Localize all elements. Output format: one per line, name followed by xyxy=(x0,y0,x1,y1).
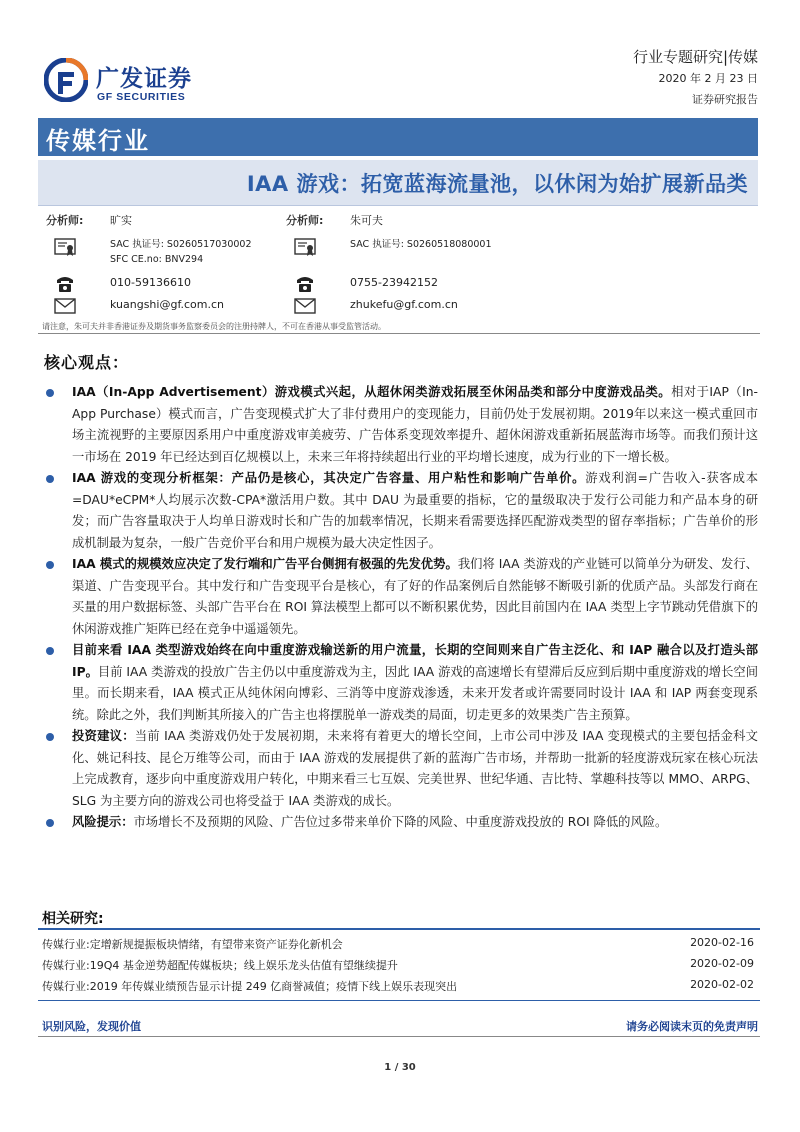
analyst-name: 朱可夫 xyxy=(350,214,383,227)
bullet-dot-icon xyxy=(46,733,54,741)
related-research-item[interactable] xyxy=(42,955,754,976)
bullet-lead: 目前来看 IAA 类型游戏始终在向中重度游戏输送新的用户流量，长期的空间则来自广告主泛化、和 IAP 融合以及打造头部 IP。 xyxy=(72,643,758,679)
phone-icon xyxy=(54,274,76,294)
report-date: 2020 年 2 月 23 日 xyxy=(658,72,758,85)
bullet-lead: IAA（In-App Advertisement）游戏模式兴起，从超休闲类游戏拓展至休闲品类和部分中度游戏品类。 xyxy=(72,385,672,399)
analyst-sac-number: SAC 执证号: S0260517030002 xyxy=(110,239,252,250)
gf-securities-logo xyxy=(44,58,214,108)
certificate-icon xyxy=(54,238,76,258)
list-item xyxy=(44,640,758,726)
bullet-dot-icon xyxy=(46,475,54,483)
bullet-text: 当前 IAA 类游戏仍处于发展初期，未来将有着更大的增长空间，上市公司中涉及 IAA 变现模式的主要包括金科文化、姚记科技、昆仑万维等公司，而由于 IAA 游戏的发展提供了新的蓝海广告市场，并帮助一批新的轻度游戏玩家在核心玩法上完成教育，逐步向中重度游戏用户转化，中期来看三七互娱、完美世界、世纪华通、吉比特、掌趣科技等以 MMO、ARPG、SLG 为主要方向的游戏公司也将受益于 IAA 类游戏的成长。 xyxy=(72,729,758,808)
analyst-sac-number: SAC 执证号: S0260518080001 xyxy=(350,239,492,250)
regulatory-notice: 请注意，朱可夫并非香港证券及期货事务监察委员会的注册持牌人，不可在香港从事受监管活动。 xyxy=(42,322,386,331)
gf-logo-mark-icon xyxy=(44,58,88,102)
bullet-text: 目前 IAA 类游戏的投放广告主仍以中重度游戏为主，因此 IAA 游戏的高速增长有望滞后反应到后期中重度游戏的增长空间里。而长期来看，IAA 模式正从纯休闲向博彩、三消等中度游戏渗透，未来开发者或许需要同时设计 IAA 和 IAP 两套变现系统。除此之外，我们判断其所接入的广告主也将摆脱单一游戏类的局面，切走更多的效果类广告主预算。 xyxy=(72,664,758,722)
related-research-item[interactable] xyxy=(42,976,754,997)
bullet-dot-icon xyxy=(46,819,54,827)
bullet-text: 我们将 IAA 类游戏的产业链可以简单分为研发、发行、渠道、广告变现平台。其中发行和广告变现平台是核心，有了好的作品案例后自然能够不断吸引新的优质产品。头部发行商在买量的用户数据标签、头部广告平台在 ROI 算法模型上都可以不断积累优势，因此目前国内在 IAA 类型上字节跳动凭借旗下的休闲游戏推广矩阵已经在竞争中遥遥领先。 xyxy=(72,557,758,636)
analyst-phone: 010-59136610 xyxy=(110,276,191,289)
analyst-label: 分析师: xyxy=(286,214,324,227)
analyst-email[interactable]: kuangshi@gf.com.cn xyxy=(110,298,225,311)
bullet-text: 游戏利润=广告收入-获客成本=DAU*eCPM*人均展示次数-CPA*激活用户数。其中 DAU 为最重要的指标，它的量级取决于发行公司能力和产品本身的研发；而广告容量取决于人均单日游戏时长和广告的加载率情况，长期来看需要选择匹配游戏类型的留存率指标；广告单价的形成机制最为复杂，一般广告竞价平台和用户规模为最大决定性因子。 xyxy=(72,471,758,550)
divider xyxy=(38,333,760,334)
related-research-title[interactable]: 传媒行业:19Q4 基金逆势超配传媒板块；线上娱乐龙头估值有望继续提升 xyxy=(42,959,398,972)
analyst-label: 分析师: xyxy=(46,214,84,227)
bullet-text: 市场增长不及预期的风险、广告位过多带来单价下降的风险、中重度游戏投放的 ROI 降低的风险。 xyxy=(133,815,668,829)
analyst-name: 旷实 xyxy=(110,214,132,227)
list-item xyxy=(44,726,758,812)
bullet-dot-icon xyxy=(46,561,54,569)
bullet-lead: IAA 模式的规模效应决定了发行端和广告平台侧拥有极强的先发优势。 xyxy=(72,557,458,571)
divider xyxy=(38,1036,760,1037)
analyst-block-2 xyxy=(286,208,586,318)
page-number: 1 / 30 xyxy=(384,1062,416,1073)
related-research-list xyxy=(42,934,754,997)
related-research-item[interactable] xyxy=(42,934,754,955)
analyst-sfc-number: SFC CE.no: BNV294 xyxy=(110,254,204,265)
list-item xyxy=(44,812,758,834)
email-icon xyxy=(54,296,76,316)
list-item xyxy=(44,382,758,468)
logo-english-name: GF SECURITIES xyxy=(97,91,186,103)
divider xyxy=(38,928,760,930)
phone-icon xyxy=(294,274,316,294)
list-item xyxy=(44,554,758,640)
related-research-date: 2020-02-02 xyxy=(690,978,754,991)
core-views-list xyxy=(44,382,758,834)
analyst-phone: 0755-23942152 xyxy=(350,276,438,289)
footer-disclaimer-note: 请务必阅读末页的免责声明 xyxy=(626,1020,758,1033)
email-icon xyxy=(294,296,316,316)
bullet-text: 相对于IAP（In-App Purchase）模式而言，广告变现模式扩大了非付费用户的变现能力，目前仍处于发展初期。2019年以来这一模式重回市场主流视野的主要原因系用户中重度游戏审美疲劳、广告体系变现效率提升、超休闲游戏重新拓展蓝海市场等。而我们预计这一市场在 2019 年已经达到百亿规模以上，未来三年将持续超出行业的平均增长速度，成为行业的下一增长极。 xyxy=(72,385,758,464)
core-views-heading: 核心观点： xyxy=(44,353,130,372)
bullet-dot-icon xyxy=(46,389,54,397)
bullet-dot-icon xyxy=(46,647,54,655)
divider xyxy=(38,1000,760,1001)
logo-chinese-name: 广发证券 xyxy=(96,66,192,92)
bullet-lead: 风险提示： xyxy=(72,815,134,829)
report-category: 行业专题研究|传媒 xyxy=(632,48,758,66)
bullet-lead: IAA 游戏的变现分析框架：产品仍是核心，其决定广告容量、用户粘性和影响广告单价。 xyxy=(72,471,586,485)
related-research-date: 2020-02-09 xyxy=(690,957,754,970)
related-research-heading: 相关研究: xyxy=(42,911,104,927)
report-type: 证券研究报告 xyxy=(692,93,758,106)
list-item xyxy=(44,468,758,554)
footer-slogan: 识别风险，发现价值 xyxy=(42,1020,141,1033)
certificate-icon xyxy=(294,238,316,258)
sector-banner xyxy=(38,118,758,156)
bullet-lead: 投资建议： xyxy=(72,729,135,743)
analyst-email[interactable]: zhukefu@gf.com.cn xyxy=(350,298,458,311)
title-banner xyxy=(38,160,758,206)
sector-name: 传媒行业 xyxy=(46,127,150,155)
related-research-title[interactable]: 传媒行业:定增新规提振板块情绪，有望带来资产证券化新机会 xyxy=(42,938,343,951)
report-title: IAA 游戏：拓宽蓝海流量池，以休闲为始扩展新品类 xyxy=(246,172,748,196)
related-research-title[interactable]: 传媒行业:2019 年传媒业绩预告显示计提 249 亿商誉减值；疫情下线上娱乐表现突出 xyxy=(42,980,458,993)
related-research-date: 2020-02-16 xyxy=(690,936,754,949)
